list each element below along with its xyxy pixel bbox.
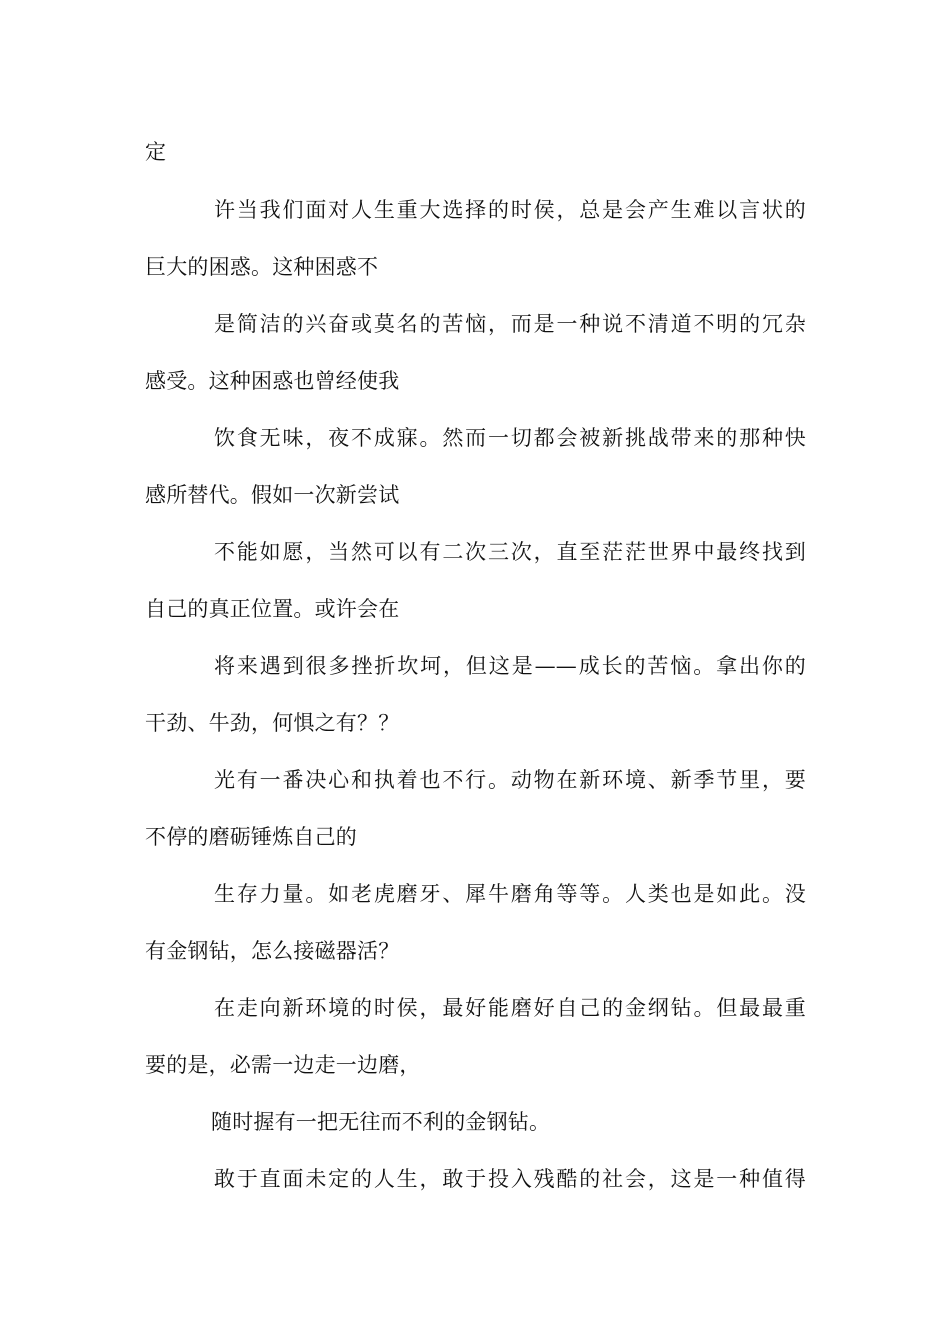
- text-line: 不能如愿，当然可以有二次三次，直至茫茫世界中最终找到: [214, 540, 806, 564]
- text-line: 生存力量。如老虎磨牙、犀牛磨角等等。人类也是如此。没: [214, 882, 806, 906]
- text-line: 将来遇到很多挫折坎坷，但这是——成长的苦恼。拿出你的: [214, 654, 806, 678]
- text-line: 敢于直面未定的人生，敢于投入残酷的社会，这是一种值得: [214, 1167, 806, 1191]
- text-line: 有金钢钻，怎么接磁器活？: [145, 939, 400, 963]
- text-line: 干劲、牛劲，何惧之有？？: [145, 711, 400, 735]
- text-line: 饮食无味，夜不成寐。然而一切都会被新挑战带来的那种快: [214, 426, 806, 450]
- text-line: 感受。这种困惑也曾经使我: [145, 369, 400, 393]
- text-line: 许当我们面对人生重大选择的时侯，总是会产生难以言状的: [214, 198, 806, 222]
- text-line: 自己的真正位置。或许会在: [145, 597, 400, 621]
- text-line: 是简洁的兴奋或莫名的苦恼，而是一种说不清道不明的冗杂: [214, 312, 806, 336]
- text-line: 要的是，必需一边走一边磨，: [145, 1053, 421, 1077]
- text-line: 定: [145, 140, 167, 164]
- text-line: 不停的磨砺锤炼自己的: [145, 825, 357, 849]
- text-line: 光有一番决心和执着也不行。动物在新环境、新季节里，要: [214, 768, 806, 792]
- text-line: 巨大的困惑。这种困惑不: [145, 255, 379, 279]
- text-line: 随时握有一把无往而不利的金钢钻。: [211, 1110, 551, 1134]
- text-line: 感所替代。假如一次新尝试: [145, 483, 400, 507]
- text-line: 在走向新环境的时侯，最好能磨好自己的金纲钻。但最最重: [214, 996, 806, 1020]
